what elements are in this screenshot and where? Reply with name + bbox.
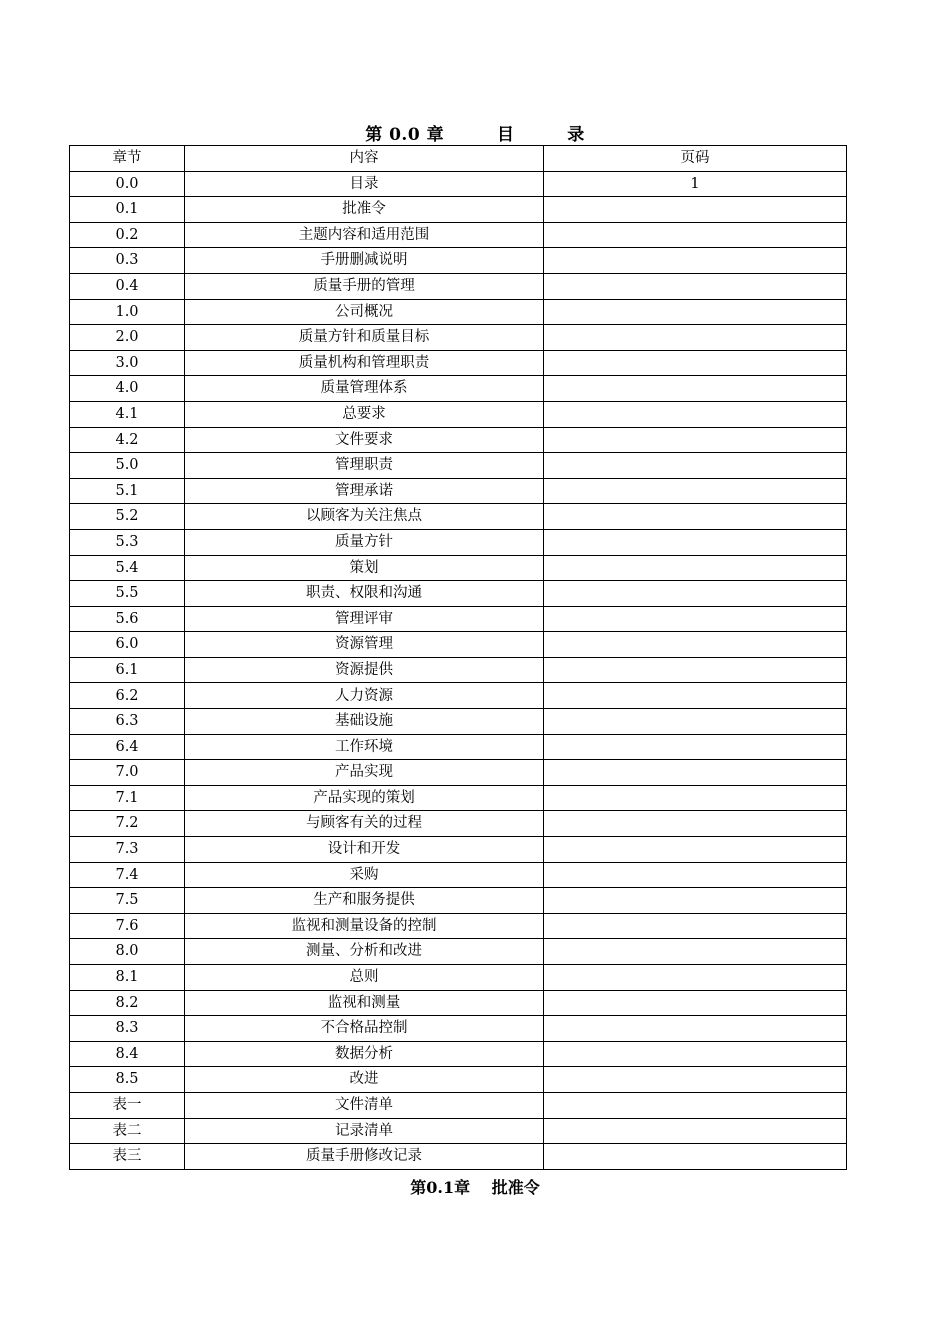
row-section: 6.4 [70,734,185,760]
row-content: 质量手册的管理 [185,273,544,299]
row-content: 目录 [185,171,544,197]
table-row [70,990,847,1016]
table-row [70,606,847,632]
next-chapter-title: 第0.1章 批准令 [410,1178,540,1197]
row-section: 4.1 [70,401,185,427]
row-content: 管理评审 [185,606,544,632]
table-row [70,197,847,223]
row-page [544,683,847,709]
row-page [544,427,847,453]
row-section: 0.1 [70,197,185,223]
header-page: 页码 [544,146,847,172]
row-page [544,734,847,760]
row-section: 7.4 [70,862,185,888]
row-section: 表三 [70,1144,185,1170]
row-page [544,555,847,581]
row-content: 不合格品控制 [185,1016,544,1042]
row-content: 管理职责 [185,453,544,479]
row-content: 设计和开发 [185,837,544,863]
title-word-2: 录 [567,125,585,145]
table-row [70,683,847,709]
row-page [544,862,847,888]
row-content: 批准令 [185,197,544,223]
table-row [70,1041,847,1067]
row-page [544,990,847,1016]
row-content: 职责、权限和沟通 [185,581,544,607]
row-content: 总则 [185,965,544,991]
row-section: 8.2 [70,990,185,1016]
row-content: 基础设施 [185,709,544,735]
table-row [70,581,847,607]
row-content: 资源提供 [185,657,544,683]
row-page [544,478,847,504]
row-page [544,785,847,811]
row-page [544,299,847,325]
row-content: 以顾客为关注焦点 [185,504,544,530]
row-section: 7.6 [70,913,185,939]
row-section: 5.0 [70,453,185,479]
row-page [544,401,847,427]
row-section: 6.2 [70,683,185,709]
row-section: 7.5 [70,888,185,914]
row-section: 5.2 [70,504,185,530]
row-section: 0.2 [70,222,185,248]
row-page [544,222,847,248]
table-row [70,222,847,248]
row-page [544,1092,847,1118]
row-content: 质量手册修改记录 [185,1144,544,1170]
row-page [544,1144,847,1170]
row-content: 生产和服务提供 [185,888,544,914]
row-page [544,1041,847,1067]
row-section: 3.0 [70,350,185,376]
table-row [70,837,847,863]
table-row [70,478,847,504]
row-content: 主题内容和适用范围 [185,222,544,248]
row-section: 5.4 [70,555,185,581]
table-row [70,504,847,530]
row-content: 监视和测量 [185,990,544,1016]
table-row [70,529,847,555]
table-row [70,273,847,299]
row-content: 质量管理体系 [185,376,544,402]
row-page [544,376,847,402]
toc-table [69,145,847,1170]
row-content: 资源管理 [185,632,544,658]
row-page [544,811,847,837]
table-row [70,325,847,351]
table-row [70,913,847,939]
table-row [70,376,847,402]
table-row [70,1067,847,1093]
row-page [544,913,847,939]
row-section: 8.3 [70,1016,185,1042]
table-row [70,811,847,837]
row-section: 7.3 [70,837,185,863]
row-section: 6.1 [70,657,185,683]
row-page: 1 [544,171,847,197]
table-row [70,555,847,581]
table-row [70,299,847,325]
table-row [70,453,847,479]
row-content: 质量方针和质量目标 [185,325,544,351]
row-content: 监视和测量设备的控制 [185,913,544,939]
row-content: 与顾客有关的过程 [185,811,544,837]
table-row [70,760,847,786]
row-section: 8.1 [70,965,185,991]
table-row [70,1016,847,1042]
title-chapter: 第 0.0 章 [365,125,445,145]
row-section: 8.4 [70,1041,185,1067]
row-section: 5.3 [70,529,185,555]
table-row [70,427,847,453]
table-row [70,734,847,760]
header-content: 内容 [185,146,544,172]
table-row [70,171,847,197]
row-page [544,632,847,658]
row-content: 质量机构和管理职责 [185,350,544,376]
table-row [70,401,847,427]
row-page [544,581,847,607]
row-content: 测量、分析和改进 [185,939,544,965]
row-page [544,504,847,530]
row-section: 1.0 [70,299,185,325]
row-page [544,248,847,274]
row-content: 工作环境 [185,734,544,760]
row-page [544,888,847,914]
table-row [70,888,847,914]
row-section: 6.3 [70,709,185,735]
row-page [544,657,847,683]
row-page [544,1067,847,1093]
row-content: 采购 [185,862,544,888]
row-page [544,453,847,479]
row-section: 4.2 [70,427,185,453]
row-section: 表二 [70,1118,185,1144]
row-content: 手册删减说明 [185,248,544,274]
row-section: 7.1 [70,785,185,811]
row-section: 2.0 [70,325,185,351]
row-section: 8.0 [70,939,185,965]
row-section: 4.0 [70,376,185,402]
table-row [70,1144,847,1170]
row-section: 表一 [70,1092,185,1118]
row-content: 改进 [185,1067,544,1093]
row-section: 7.2 [70,811,185,837]
table-row [70,862,847,888]
row-content: 产品实现的策划 [185,785,544,811]
table-row [70,350,847,376]
row-page [544,709,847,735]
row-section: 6.0 [70,632,185,658]
row-page [544,350,847,376]
row-page [544,837,847,863]
row-page [544,1016,847,1042]
row-content: 人力资源 [185,683,544,709]
toc-body [70,171,847,1169]
row-content: 管理承诺 [185,478,544,504]
row-content: 记录清单 [185,1118,544,1144]
row-content: 公司概况 [185,299,544,325]
row-page [544,325,847,351]
row-section: 5.1 [70,478,185,504]
row-page [544,965,847,991]
row-content: 总要求 [185,401,544,427]
row-page [544,1118,847,1144]
title-word-1: 目 [496,125,515,145]
page-title [0,120,950,145]
table-row [70,1092,847,1118]
row-content: 产品实现 [185,760,544,786]
header-section: 章节 [70,146,185,172]
table-header-row [70,146,847,172]
row-page [544,273,847,299]
table-row [70,632,847,658]
row-page [544,939,847,965]
row-content: 文件要求 [185,427,544,453]
row-content: 文件清单 [185,1092,544,1118]
row-page [544,760,847,786]
row-section: 5.5 [70,581,185,607]
table-row [70,965,847,991]
table-row [70,785,847,811]
row-content: 数据分析 [185,1041,544,1067]
row-content: 质量方针 [185,529,544,555]
row-section: 7.0 [70,760,185,786]
table-row [70,248,847,274]
row-page [544,606,847,632]
row-section: 0.3 [70,248,185,274]
table-row [70,657,847,683]
table-row [70,939,847,965]
row-content: 策划 [185,555,544,581]
row-page [544,197,847,223]
table-row [70,709,847,735]
row-section: 8.5 [70,1067,185,1093]
row-section: 0.0 [70,171,185,197]
row-section: 5.6 [70,606,185,632]
row-page [544,529,847,555]
table-row [70,1118,847,1144]
row-section: 0.4 [70,273,185,299]
